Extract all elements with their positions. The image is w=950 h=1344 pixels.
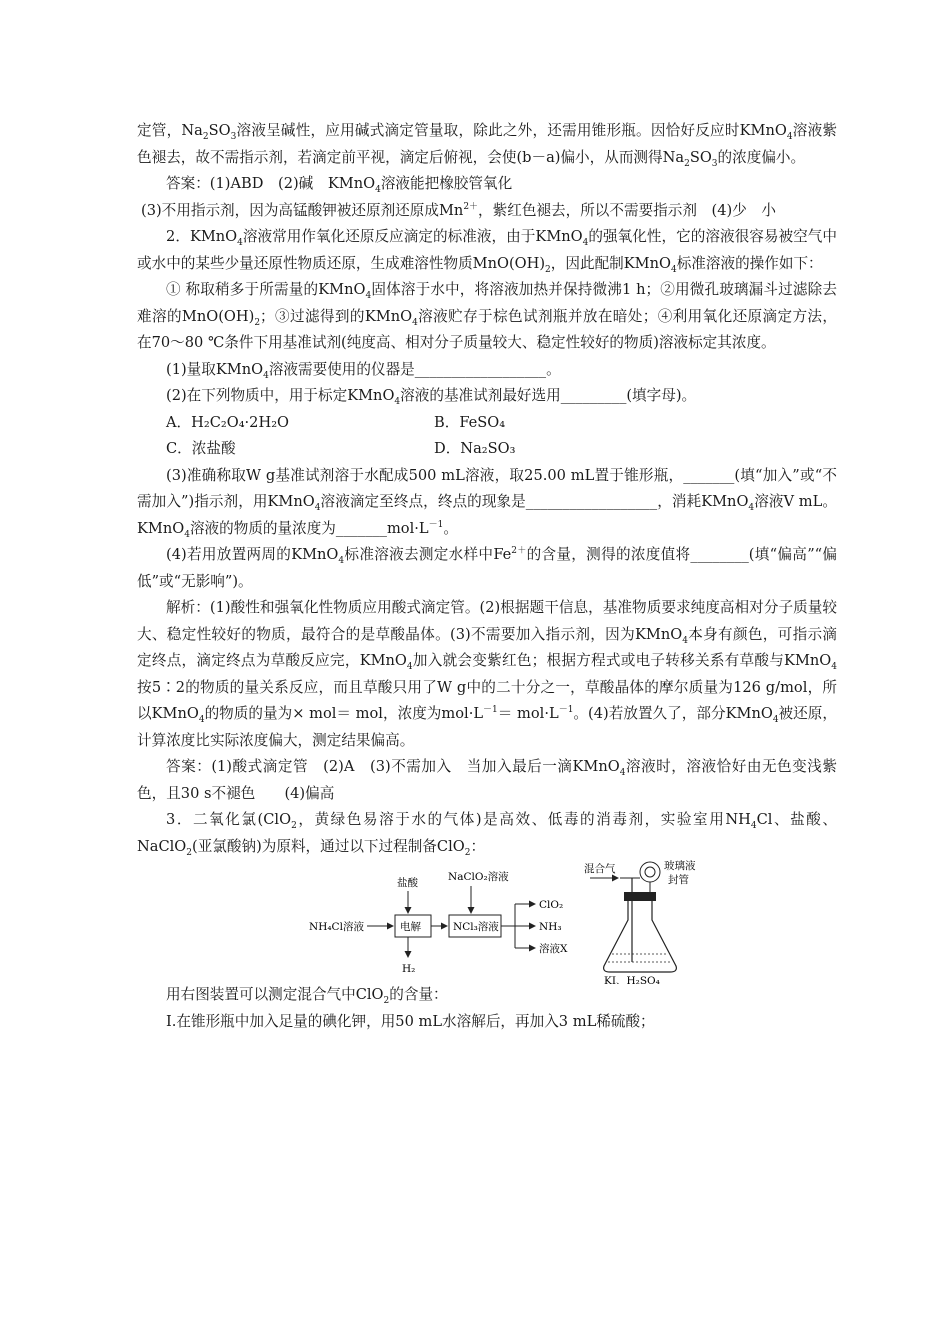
question-3-stem: 3．二氧化氯(ClO$_2$，黄绿色易溶于水的气体)是高效、低毒的消毒剂，实验室用$NH_4Cl$、盐酸、NaClO$_2$(亚氯酸钠)为原料，通过以下过程制备ClO$_2$： bbox=[137, 811, 837, 858]
analysis-2: 解析：(1)酸性和强氧化性物质应用酸式滴定管。(2)根据题干信息，基准物质要求纯度高相对分子质量较大、稳定性较好的物质，最符合的是草酸晶体。(3)不需要加入指示剂，因为KMnO$_4$本身有颜色，可指示滴定终点，滴定终点为草酸反应完，KMnO$_4$加入就会变紫红色；根据方程式或电子转移关系有草酸与KMnO$_4$按5∶2的物质的量关系反应，而且草酸只用了W g中的二十分之一，草酸晶体的摩尔质量为126 g/mol，所以KMnO$_4$的物质的量为× mol＝ mol，浓度为$mol\cdot L^{-1}= mol\cdot L^{-1}$。(4)若放置久了，部分KMnO$_4$被还原，计算浓度比实际浓度偏大，测定结果偏高。 bbox=[137, 599, 837, 749]
sub-question-4: (4)若用放置两周的KMnO$_4$标准溶液去测定水样中$Fe^{2+}$的含量，测得的浓度值将________(填“偏高”“偏低”或“无影响”)。 bbox=[137, 546, 838, 590]
question-2-stem: 2．KMnO$_4$溶液常用作氧化还原反应滴定的标准液，由于KMnO$_4$的强氧化性，它的溶液很容易被空气中或水中的某些少量还原性物质还原，生成难溶性物质$MnO(OH)_2$，因此配制KMnO$_4$标准溶液的操作如下： bbox=[137, 228, 837, 275]
seal-label: 玻璃液 bbox=[664, 860, 696, 872]
option-c: C．浓盐酸 bbox=[166, 440, 236, 457]
seal-label-2: 封管 bbox=[668, 874, 689, 886]
solution-x-label: 溶液X bbox=[539, 943, 568, 955]
h2-label: H₂ bbox=[402, 963, 416, 975]
mixed-gas-label: 混合气 bbox=[584, 863, 616, 875]
sub-question-2: (2)在下列物质中，用于标定KMnO$_4$溶液的基准试剂最好选用_________(填字母)。 bbox=[166, 387, 697, 407]
document-page bbox=[137, 118, 837, 1035]
clo2-label: ClO₂ bbox=[539, 899, 564, 911]
reagent-label: KI、H₂SO₄ bbox=[604, 975, 660, 984]
electrolysis-label: 电解 bbox=[400, 921, 421, 933]
ncl3-label: NCl₃溶液 bbox=[453, 921, 499, 933]
analysis-continuation: 定管，$Na_2SO_3$溶液呈碱性，应用碱式滴定管量取，除此之外，还需用锥形瓶。因恰好反应时KMnO$_4$溶液紫色褪去，故不需指示剂，若滴定前平视，滴定后俯视，会使(b－a)偏小，从而测得$Na_2SO_3$的浓度偏小。 bbox=[137, 122, 837, 169]
procedure-step-1: Ⅰ.在锥形瓶中加入足量的碘化钾，用50 mL水溶解后，再加入3 mL稀硫酸； bbox=[166, 1012, 655, 1030]
option-b: B．FeSO₄ bbox=[434, 413, 506, 431]
nh4cl-label: NH₄Cl溶液 bbox=[309, 921, 364, 933]
option-d: D．Na₂SO₃ bbox=[434, 440, 516, 457]
question-2-steps: ① 称取稍多于所需量的KMnO$_4$固体溶于水中，将溶液加热并保持微沸1 h；②用微孔玻璃漏斗过滤除去难溶的$MnO(OH)_2$；③过滤得到的KMnO$_4$溶液贮存于棕色试剂瓶并放在暗处；④利用氧化还原滴定方法，在70～80 ℃条件下用基准试剂(纯度高、相对分子质量较大、稳定性较好的物质)溶液标定其浓度。 bbox=[137, 281, 837, 351]
nh3-label: NH₃ bbox=[539, 921, 562, 933]
naclo2-label: NaClO₂溶液 bbox=[448, 871, 509, 883]
sub-question-1: (1)量取KMnO$_4$溶液需要使用的仪器是__________________。 bbox=[166, 360, 561, 381]
options-row-2 bbox=[137, 436, 837, 463]
hcl-label: 盐酸 bbox=[397, 877, 418, 889]
answer-1-continued: (3)不用指示剂，因为高锰酸钾被还原剂还原成$Mn^{2+}$，紫红色褪去，所以不需要指示剂 (4)少 小 bbox=[141, 201, 777, 219]
process-flow-diagram bbox=[307, 864, 607, 982]
conical-flask bbox=[604, 901, 677, 972]
answer-1: 答案：(1)ABD (2)碱 KMnO$_4$溶液能把橡胶管氧化 bbox=[166, 175, 513, 195]
option-a: A．H₂C₂O₄·2H₂O bbox=[166, 413, 290, 431]
seal-bulb bbox=[640, 862, 660, 882]
sub-question-3: (3)准确称取W g基准试剂溶于水配成500 mL溶液，取25.00 mL置于锥形瓶，_______(填“加入”或“不需加入”)指示剂，用KMnO$_4$溶液滴定至终点，终点的现象是__________________，消耗KMnO$_4$溶液V mL。KMnO$_4$溶液的物质的量浓度为$\_\_\_\_\_\_\_mol\cdot L^{-1}$。 bbox=[137, 466, 837, 540]
options-row-1 bbox=[137, 410, 837, 437]
apparatus-note: 用右图装置可以测定混合气中ClO$_2$的含量： bbox=[166, 986, 448, 1006]
figure-row bbox=[137, 860, 837, 984]
flask-apparatus bbox=[584, 858, 714, 984]
stopper bbox=[624, 892, 656, 901]
answer-2: 答案：(1)酸式滴定管 (2)A (3)不需加入 当加入最后一滴KMnO$_4$溶液时，溶液恰好由无色变浅紫色，且30 s不褪色 (4)偏高 bbox=[137, 758, 837, 802]
